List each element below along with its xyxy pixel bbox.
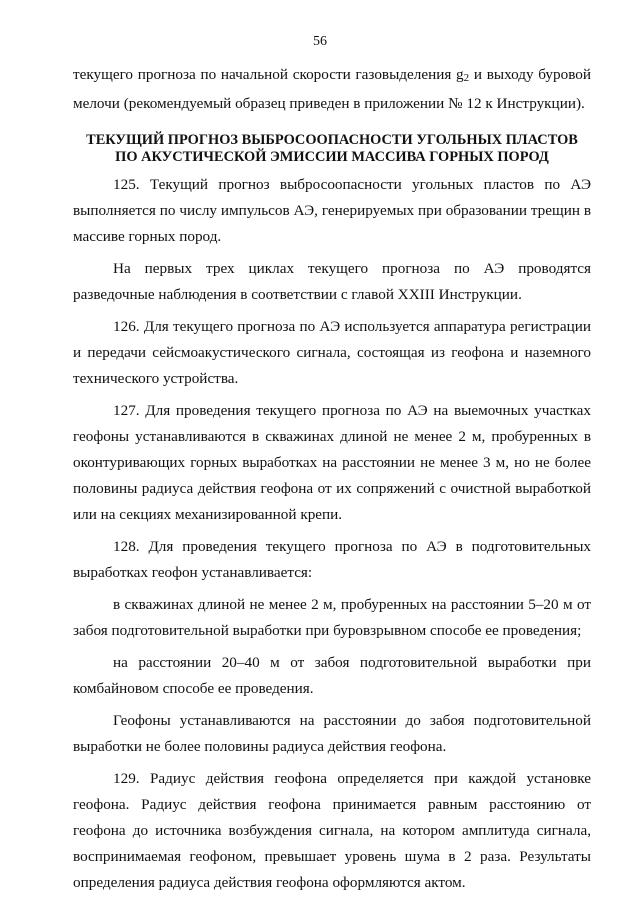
paragraph-129: 129. Радиус действия геофона определяется при каждой установке геофона. Радиус действия геофона принимается равным расстоянию от геофона до источника возбуждения сигнала, на котором амплитуда сигнала, воспринимаемая геофоном, превышает уровень шума в 2 раза. Результаты определения радиуса действия геофона оформляются актом. xyxy=(73,770,591,891)
paragraph-reconnaissance: На первых трех циклах текущего прогноза по АЭ проводятся разведочные наблюдения в соответствии с главой XXIII Инструкции. xyxy=(73,260,591,303)
paragraph-geophone-distance: Геофоны устанавливаются на расстоянии до забоя подготовительной выработки не более половины радиуса действия геофона. xyxy=(73,712,591,755)
paragraph-127: 127. Для проведения текущего прогноза по АЭ на выемочных участках геофоны устанавливаются в скважинах длиной не менее 2 м, пробуренных в оконтуривающих горных выработках на расстоянии не менее 3 м, но не более половины радиуса действия геофона от их сопряжений с очистной выработкой или на секциях механизированной крепи. xyxy=(73,402,591,523)
section-heading xyxy=(73,132,591,166)
intro-text-start: текущего прогноза по начальной скорости газовыделения g xyxy=(73,66,464,83)
section-heading-line-1: ТЕКУЩИЙ ПРОГНОЗ ВЫБРОСООПАСНОСТИ УГОЛЬНЫХ ПЛАСТОВ xyxy=(86,132,578,148)
section-heading-line-2: ПО АКУСТИЧЕСКОЙ ЭМИССИИ МАССИВА ГОРНЫХ ПОРОД xyxy=(115,149,549,165)
list-item-blasting: в скважинах длиной не менее 2 м, пробуренных на расстоянии 5–20 м от забоя подготовительной выработки при буровзрывном способе ее проведения; xyxy=(73,596,591,639)
paragraph-126: 126. Для текущего прогноза по АЭ используется аппаратура регистрации и передачи сейсмоакустического сигнала, состоящая из геофона и наземного технического устройства. xyxy=(73,318,591,387)
page-number: 56 xyxy=(313,34,327,49)
intro-text-end: и выходу буровой мелочи (рекомендуемый образец приведен в приложении № 12 к Инструкции). xyxy=(73,66,591,112)
list-item-combine: на расстоянии 20–40 м от забоя подготовительной выработки при комбайновом способе ее проведения. xyxy=(73,654,591,697)
page-content xyxy=(73,62,591,896)
paragraph-125: 125. Текущий прогноз выбросоопасности угольных пластов по АЭ выполняется по числу импульсов АЭ, генерируемых при образовании трещин в массиве горных пород. xyxy=(73,176,591,245)
paragraph-128: 128. Для проведения текущего прогноза по АЭ в подготовительных выработках геофон устанавливается: xyxy=(73,538,591,581)
intro-paragraph xyxy=(73,62,591,117)
intro-subscript: 2 xyxy=(463,72,470,84)
